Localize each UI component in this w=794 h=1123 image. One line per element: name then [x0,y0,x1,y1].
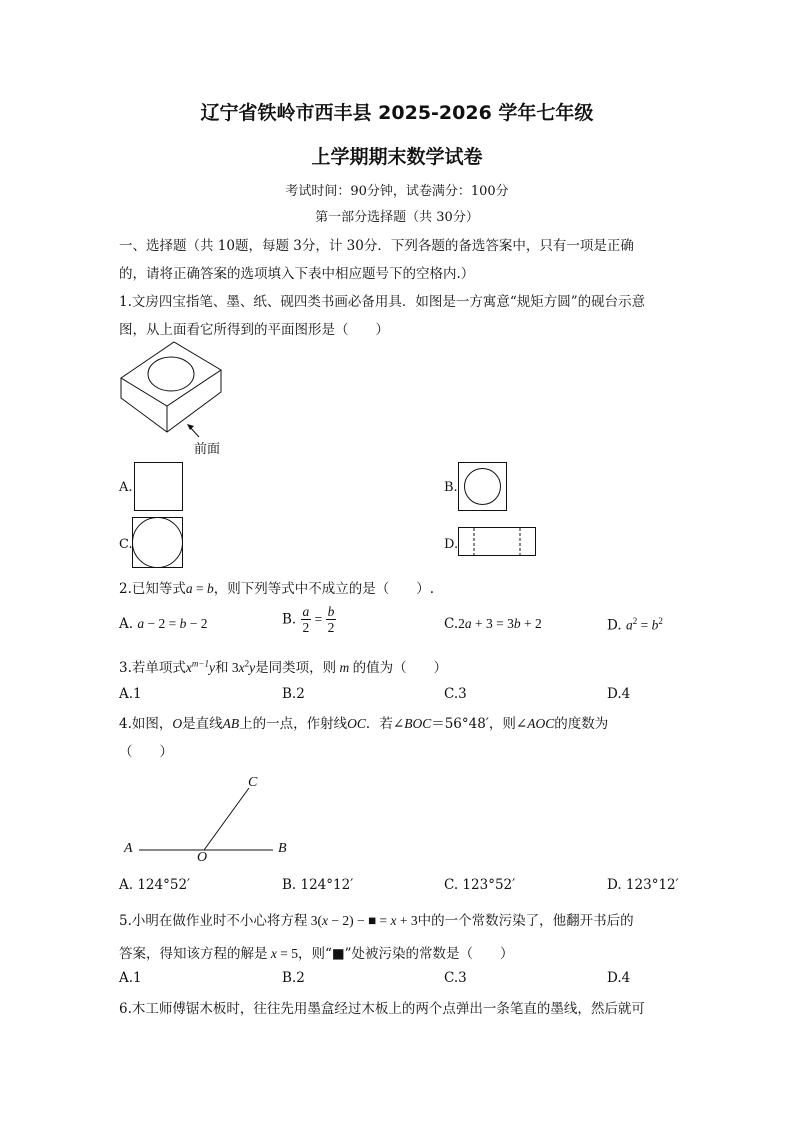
q4-label-b: B [278,841,287,856]
q4-stem-line-2: （ ） [119,744,173,760]
title-line-1: 辽宁省铁岭市西丰县 2025-2026 学年七年级 [200,102,594,124]
q1-inkstone-figure [119,340,229,440]
q5-option-b: B.2 [282,970,305,986]
part-heading: 第一部分选择题（共 30分） [315,210,479,225]
section-instruction-line-1: 一、选择题（共 10题，每题 3分，计 30分．下列各题的备选答案中，只有一项是正确 [119,238,634,254]
q1-option-b-label: B. [444,480,458,495]
q3-option-c: C.3 [444,686,467,702]
q4-angle-figure [119,770,299,870]
q1-option-b-figure [458,462,508,512]
q5-option-c: C.3 [444,970,467,986]
exam-info: 考试时间：90分钟，试卷满分：100分 [285,184,509,199]
section-instruction-line-2: 的，请将正确答案的选项填入下表中相应题号下的空格内.） [119,266,475,282]
q4-label-c: C [248,775,258,790]
q1-option-a-figure [134,462,184,512]
q1-front-label: 前面 [194,442,221,457]
q1-stem-line-2: 图，从上面看它所得到的平面图形是（ ） [119,322,389,338]
q2-option-d: D. $a^2 = b^2$ [607,616,663,634]
q2-option-b: B. $\frac{a}{2}$ = $\frac{b}{2}$ [282,604,335,635]
q1-option-c-label: C. [119,537,133,552]
q3-option-d: D.4 [607,686,631,702]
q5-option-a: A.1 [119,970,142,986]
q1-option-c-figure [132,517,184,569]
q4-label-a: A [124,841,133,856]
q4-option-a: A. 124°52′ [119,877,191,893]
q3-option-b: B.2 [282,686,305,702]
q3-option-a: A.1 [119,686,142,702]
q4-option-c: C. 123°52′ [444,877,516,893]
q2-option-c: C.2a + 3 = 3b + 2 [444,616,542,632]
title-line-2: 上学期期末数学试卷 [311,146,483,168]
q4-option-b: B. 124°12′ [282,877,354,893]
q1-option-a-label: A. [119,480,133,495]
q5-option-d: D.4 [607,970,631,986]
q5-stem-line-1: 5.小明在做作业时不小心将方程 3(x − 2) − ■ = x + 3中的一个常数污染了，他翻开书后的 [119,913,634,929]
q6-stem-line-1: 6.木工师傅锯木板时，往往先用墨盒经过木板上的两个点弹出一条笔直的墨线，然后就可 [119,1001,645,1017]
q1-stem-line-1: 1.文房四宝指笔、墨、纸、砚四类书画必备用具．如图是一方寓意“规矩方圆”的砚台示意 [119,294,646,310]
q3-stem: 3.若单项式$x^{m-1}y$和 $3x^2y$是同类项，则 m 的值为（ ） [119,658,448,676]
q5-stem-line-2: 答案，得知该方程的解是 x = 5，则“■”处被污染的常数是（ ） [119,946,514,962]
q4-option-d: D. 123°12′ [607,877,679,893]
q4-label-o: O [197,850,208,865]
q4-stem-line-1: 4.如图，O是直线AB上的一点，作射线OC．若∠BOC＝56°48′，则∠AOC的度数为 [119,716,609,732]
q2-option-a: A. a − 2 = b − 2 [119,616,208,632]
q1-option-d-label: D. [444,537,459,552]
q2-stem: 2.已知等式a = b，则下列等式中不成立的是（ ）. [119,581,435,597]
q1-option-d-figure [458,527,538,557]
